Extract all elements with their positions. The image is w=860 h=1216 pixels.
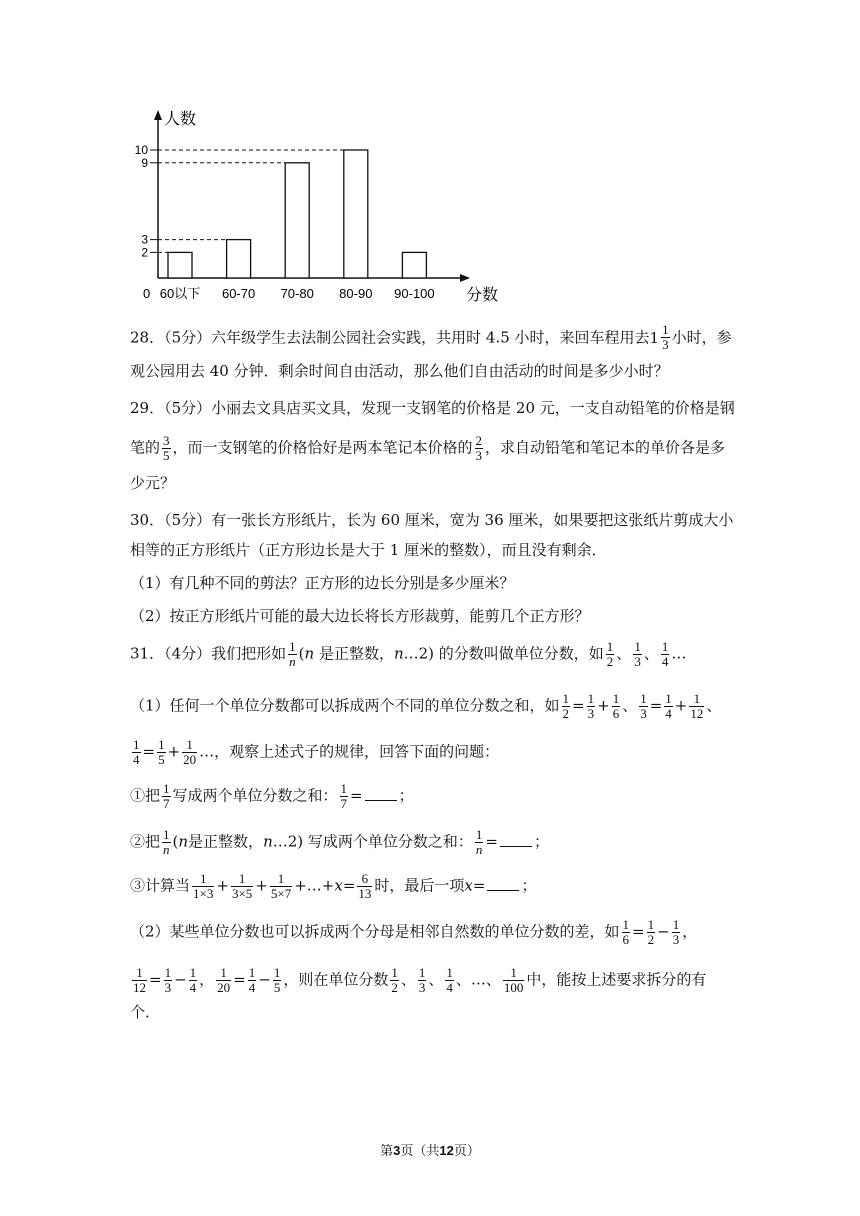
fraction-denominator: n (475, 842, 483, 857)
question-text: 中，能按上述要求拆分的有 (526, 970, 707, 989)
question-text: 写成两个单位分数之和： (172, 786, 338, 805)
fraction-numerator: 1 (164, 965, 172, 980)
separator: 、 (400, 970, 416, 989)
fraction-numerator: 1 (391, 965, 398, 980)
fraction-numerator: 1 (562, 691, 570, 706)
question-text: 小时，参 (671, 328, 732, 347)
question-text: 时，最后一项 (374, 876, 465, 895)
fraction-numerator: 1 (163, 827, 170, 842)
fraction (664, 692, 673, 721)
question-28-line-2: 观公园用去 40 分钟．剩余时间自由活动，那么他们自由活动的时间是多少小时？ (130, 362, 669, 380)
mixed-whole: 1 (649, 328, 660, 347)
fraction-denominator: 3 (640, 706, 647, 721)
fraction-numerator: 1 (622, 917, 630, 932)
fraction-denominator: 13 (358, 886, 372, 901)
operator: + (674, 696, 688, 715)
score-histogram (0, 0, 860, 320)
separator: 、 (622, 696, 638, 715)
fraction-numerator: 1 (689, 692, 704, 707)
question-29-line-1 (130, 398, 735, 418)
question-30-sub-1: （1）有几种不同的剪法？正方形的边长分别是多少厘米？ (130, 574, 515, 592)
operator: + (597, 696, 610, 715)
fraction (189, 966, 198, 995)
separator: 、 (706, 696, 722, 715)
question-text: …2) 的分数叫做单位分数，如 (403, 644, 604, 663)
fraction-denominator: 100 (503, 980, 524, 995)
fraction-numerator: 1 (273, 965, 281, 980)
fraction-denominator: 3 (475, 448, 483, 463)
fraction-numerator: 3 (163, 433, 170, 448)
question-text: ，求自动铅笔和笔记本的单价各是多 (485, 438, 726, 457)
separator: ， (682, 922, 698, 941)
operator: = (149, 970, 162, 989)
fraction (132, 966, 147, 995)
question-text: ，而一支钢笔的价格恰好是两本笔记本价格的 (172, 438, 473, 457)
operator: = (485, 832, 498, 851)
operator: = (572, 696, 585, 715)
fraction-denominator: 7 (163, 796, 170, 811)
bar (227, 240, 251, 278)
fraction-numerator: 1 (475, 827, 483, 842)
separator: 、 (428, 970, 444, 989)
fraction-numerator: 1 (418, 965, 426, 980)
fraction (647, 918, 656, 947)
question-31-part-2-line-3: 个． (130, 1003, 161, 1021)
question-31-item-3 (130, 872, 536, 901)
question-text: （4分）我们把形如 (164, 644, 287, 663)
fraction-denominator: 4 (665, 706, 672, 721)
question-31-part-1-line-1 (130, 692, 721, 721)
operator: = (632, 922, 645, 941)
fraction (216, 966, 231, 995)
fraction-numerator: 1 (661, 639, 669, 654)
fraction-numerator: 2 (475, 433, 483, 448)
question-text: 是正整数， (188, 832, 264, 851)
fraction-numerator: 1 (662, 322, 669, 337)
fraction-denominator: 20 (183, 752, 197, 767)
y-axis-arrow (154, 110, 162, 120)
fraction (162, 828, 171, 857)
fraction-denominator: n (289, 654, 296, 669)
fraction-numerator: 1 (587, 691, 595, 706)
fraction (270, 872, 292, 901)
separator: 、 (643, 644, 659, 663)
question-text: ①把 (130, 786, 161, 805)
fraction-denominator: 5 (158, 752, 165, 767)
fraction-numerator: 1 (640, 691, 647, 706)
fraction-denominator: 2 (562, 706, 570, 721)
question-28-line-1 (130, 323, 732, 352)
fraction (661, 323, 670, 352)
fraction (418, 966, 427, 995)
fraction (162, 434, 171, 463)
fraction (503, 966, 525, 995)
fraction (357, 872, 372, 901)
fraction-denominator: 6 (612, 706, 620, 721)
operator: = (142, 742, 156, 761)
fraction-numerator: 1 (446, 965, 453, 980)
fraction-denominator: 12 (690, 706, 704, 721)
origin-label: 0 (143, 286, 151, 301)
y-tick-label: 10 (134, 143, 148, 157)
separator: ； (521, 876, 537, 895)
bar (344, 150, 368, 278)
question-number: 30． (130, 511, 165, 529)
fraction (273, 966, 282, 995)
variable-n: n (263, 832, 273, 851)
fraction-numerator: 6 (357, 872, 372, 887)
variable-x: x (464, 876, 473, 895)
operator: = (472, 876, 486, 895)
fraction-denominator: 3 (634, 654, 641, 669)
fraction (672, 918, 681, 947)
fraction (612, 692, 621, 721)
fraction-denominator: 4 (133, 752, 140, 767)
fraction-denominator: 2 (647, 932, 655, 947)
question-30-line-1 (130, 510, 733, 530)
operator: + (321, 876, 335, 895)
variable-n: n (393, 644, 404, 663)
y-tick-label: 9 (141, 155, 148, 170)
variable-x: x (334, 876, 343, 895)
question-text: （1）任何一个单位分数都可以拆成两个不同的单位分数之和，如 (130, 696, 560, 715)
ellipsis: … (470, 970, 486, 989)
fraction-denominator: 5×7 (270, 886, 292, 901)
operator: + (294, 876, 307, 895)
question-text: （5分）有一张长方形纸片，长为 60 厘米，宽为 36 厘米，如果要把这张纸片剪成大小 (164, 511, 734, 529)
y-tick-label: 2 (141, 245, 148, 260)
fraction-numerator: 1 (248, 965, 256, 980)
fraction (622, 918, 631, 947)
fraction-numerator: 1 (270, 872, 292, 887)
fraction-numerator: 1 (182, 738, 197, 753)
fraction (661, 640, 670, 669)
fraction-denominator: 4 (661, 654, 669, 669)
bar (285, 163, 309, 278)
variable-n: n (304, 644, 315, 663)
fraction (288, 640, 297, 669)
separator: ； (398, 786, 414, 805)
x-tick-label: 60-70 (221, 286, 256, 301)
separator: ； (533, 832, 549, 851)
bar (168, 252, 192, 278)
question-31-item-1 (130, 782, 414, 811)
question-text: （5分）六年级学生去法制公园社会实践，共用时 4.5 小时，来回车程用去 (164, 328, 650, 347)
fraction (390, 966, 399, 995)
fraction (248, 966, 257, 995)
question-text: ，则在单位分数 (283, 970, 389, 989)
fraction-denominator: n (163, 842, 170, 857)
fraction-denominator: 3 (164, 980, 172, 995)
question-31-part-2-line-1 (130, 918, 697, 947)
fraction (192, 872, 214, 901)
fraction-denominator: 4 (189, 980, 197, 995)
question-text: （2）某些单位分数也可以拆成两个分母是相邻自然数的单位分数的差，如 (130, 922, 620, 941)
separator: 、 (616, 644, 632, 663)
fraction-numerator: 1 (231, 872, 253, 887)
variable-n: n (178, 832, 189, 851)
question-29-line-3: 少元？ (130, 474, 176, 492)
fraction-numerator: 1 (158, 737, 165, 752)
fraction-denominator: 3×5 (231, 886, 253, 901)
question-31-item-2 (130, 828, 549, 857)
question-text: （5分）小丽去文具店买文具，发现一支钢笔的价格是 20 元，一支自动铅笔的价格是钢 (164, 399, 735, 417)
fraction (445, 966, 454, 995)
fraction (606, 640, 615, 669)
fraction-denominator: 6 (622, 932, 630, 947)
footer-text: 第 (380, 1144, 394, 1159)
question-30-line-2: 相等的正方形纸片（正方形边长是大于 1 厘米的整数），而且没有剩余． (130, 541, 607, 559)
operator: = (233, 970, 246, 989)
operator: + (255, 876, 268, 895)
fraction (639, 692, 648, 721)
operator: = (342, 876, 356, 895)
y-tick-label: 3 (141, 232, 148, 247)
page-total: 12 (439, 1143, 454, 1158)
question-text: …，观察上述式子的规律，回答下面的问题： (199, 742, 500, 761)
mixed-fraction (650, 323, 672, 352)
fraction-numerator: 1 (192, 872, 214, 887)
fraction (587, 692, 596, 721)
separator: 、 (485, 970, 501, 989)
answer-blank (487, 878, 519, 891)
operator: + (216, 876, 229, 895)
footer-text: 页） (453, 1144, 480, 1159)
fraction-denominator: 5 (163, 448, 170, 463)
x-tick-label: 80-90 (339, 286, 373, 301)
fraction (475, 434, 484, 463)
fraction-numerator: 1 (340, 781, 348, 796)
question-31-part-1-line-2 (130, 738, 499, 767)
fraction-numerator: 1 (634, 639, 641, 654)
fraction (475, 828, 484, 857)
question-number: 29． (130, 399, 165, 417)
fraction (231, 872, 253, 901)
x-tick-label: 70-80 (280, 286, 314, 301)
fraction-denominator: 20 (217, 980, 231, 995)
fraction (162, 782, 171, 811)
operator: − (258, 970, 271, 989)
fraction-numerator: 1 (189, 965, 197, 980)
answer-blank (365, 788, 397, 801)
fraction-numerator: 1 (612, 691, 620, 706)
answer-blank (500, 834, 532, 847)
question-text: 笔的 (130, 438, 161, 457)
fraction-denominator: 2 (606, 654, 614, 669)
fraction-denominator: 5 (273, 980, 281, 995)
fraction-denominator: 7 (340, 796, 348, 811)
question-text: …2) 写成两个单位分数之和： (272, 832, 473, 851)
fraction-numerator: 1 (665, 691, 672, 706)
fraction-numerator: 1 (163, 781, 170, 796)
x-axis-arrow (460, 274, 470, 282)
page-number: 3 (393, 1143, 401, 1158)
fraction-numerator: 1 (216, 966, 231, 981)
x-tick-label: 90-100 (394, 286, 435, 301)
separator: ， (199, 970, 215, 989)
x-tick-label: 60以下 (159, 286, 201, 301)
fraction-numerator: 1 (672, 917, 680, 932)
fraction-denominator: 12 (133, 980, 146, 995)
question-text: ③计算当 (130, 876, 191, 895)
question-text: ②把 (130, 832, 161, 851)
fraction (562, 692, 571, 721)
ellipsis: … (671, 644, 687, 663)
footer-text: 页（共 (400, 1144, 440, 1159)
fraction-denominator: 3 (672, 932, 680, 947)
question-number: 28． (130, 328, 165, 347)
fraction-denominator: 3 (418, 980, 426, 995)
fraction (132, 738, 141, 767)
paren: ( (172, 832, 179, 851)
fraction-denominator: 4 (248, 980, 256, 995)
question-31-part-2-line-2 (130, 966, 706, 995)
operator: = (649, 696, 663, 715)
ellipsis: … (306, 876, 322, 895)
fraction (182, 738, 197, 767)
question-30-sub-2: （2）按正方形纸片可能的最大边长将长方形裁剪，能剪几个正方形？ (130, 607, 590, 625)
operator: = (350, 786, 363, 805)
x-axis-label: 分数 (466, 287, 499, 304)
separator: 、 (455, 970, 471, 989)
fraction (633, 640, 642, 669)
fraction-numerator: 1 (289, 639, 296, 654)
fraction (689, 692, 704, 721)
fraction-denominator: 3 (587, 706, 595, 721)
y-axis-label: 人数 (164, 111, 197, 128)
fraction (340, 782, 349, 811)
operator: − (657, 922, 670, 941)
operator: − (174, 970, 187, 989)
fraction (157, 738, 166, 767)
question-number: 31． (130, 644, 165, 663)
fraction-denominator: 2 (391, 980, 398, 995)
operator: + (167, 742, 181, 761)
question-29-line-2 (130, 434, 725, 463)
fraction-numerator: 1 (606, 639, 614, 654)
fraction-numerator: 1 (133, 737, 140, 752)
fraction-numerator: 1 (503, 966, 525, 981)
page-footer (0, 1140, 860, 1159)
fraction-numerator: 1 (132, 966, 147, 981)
paren: ( (298, 644, 305, 663)
question-text: 是正整数， (314, 644, 394, 663)
fraction-denominator: 4 (446, 980, 453, 995)
fraction (164, 966, 173, 995)
question-31-line-1 (130, 640, 686, 669)
bar (402, 252, 426, 278)
fraction-denominator: 1×3 (193, 886, 214, 901)
fraction-numerator: 1 (647, 917, 655, 932)
fraction-denominator: 3 (662, 337, 669, 352)
